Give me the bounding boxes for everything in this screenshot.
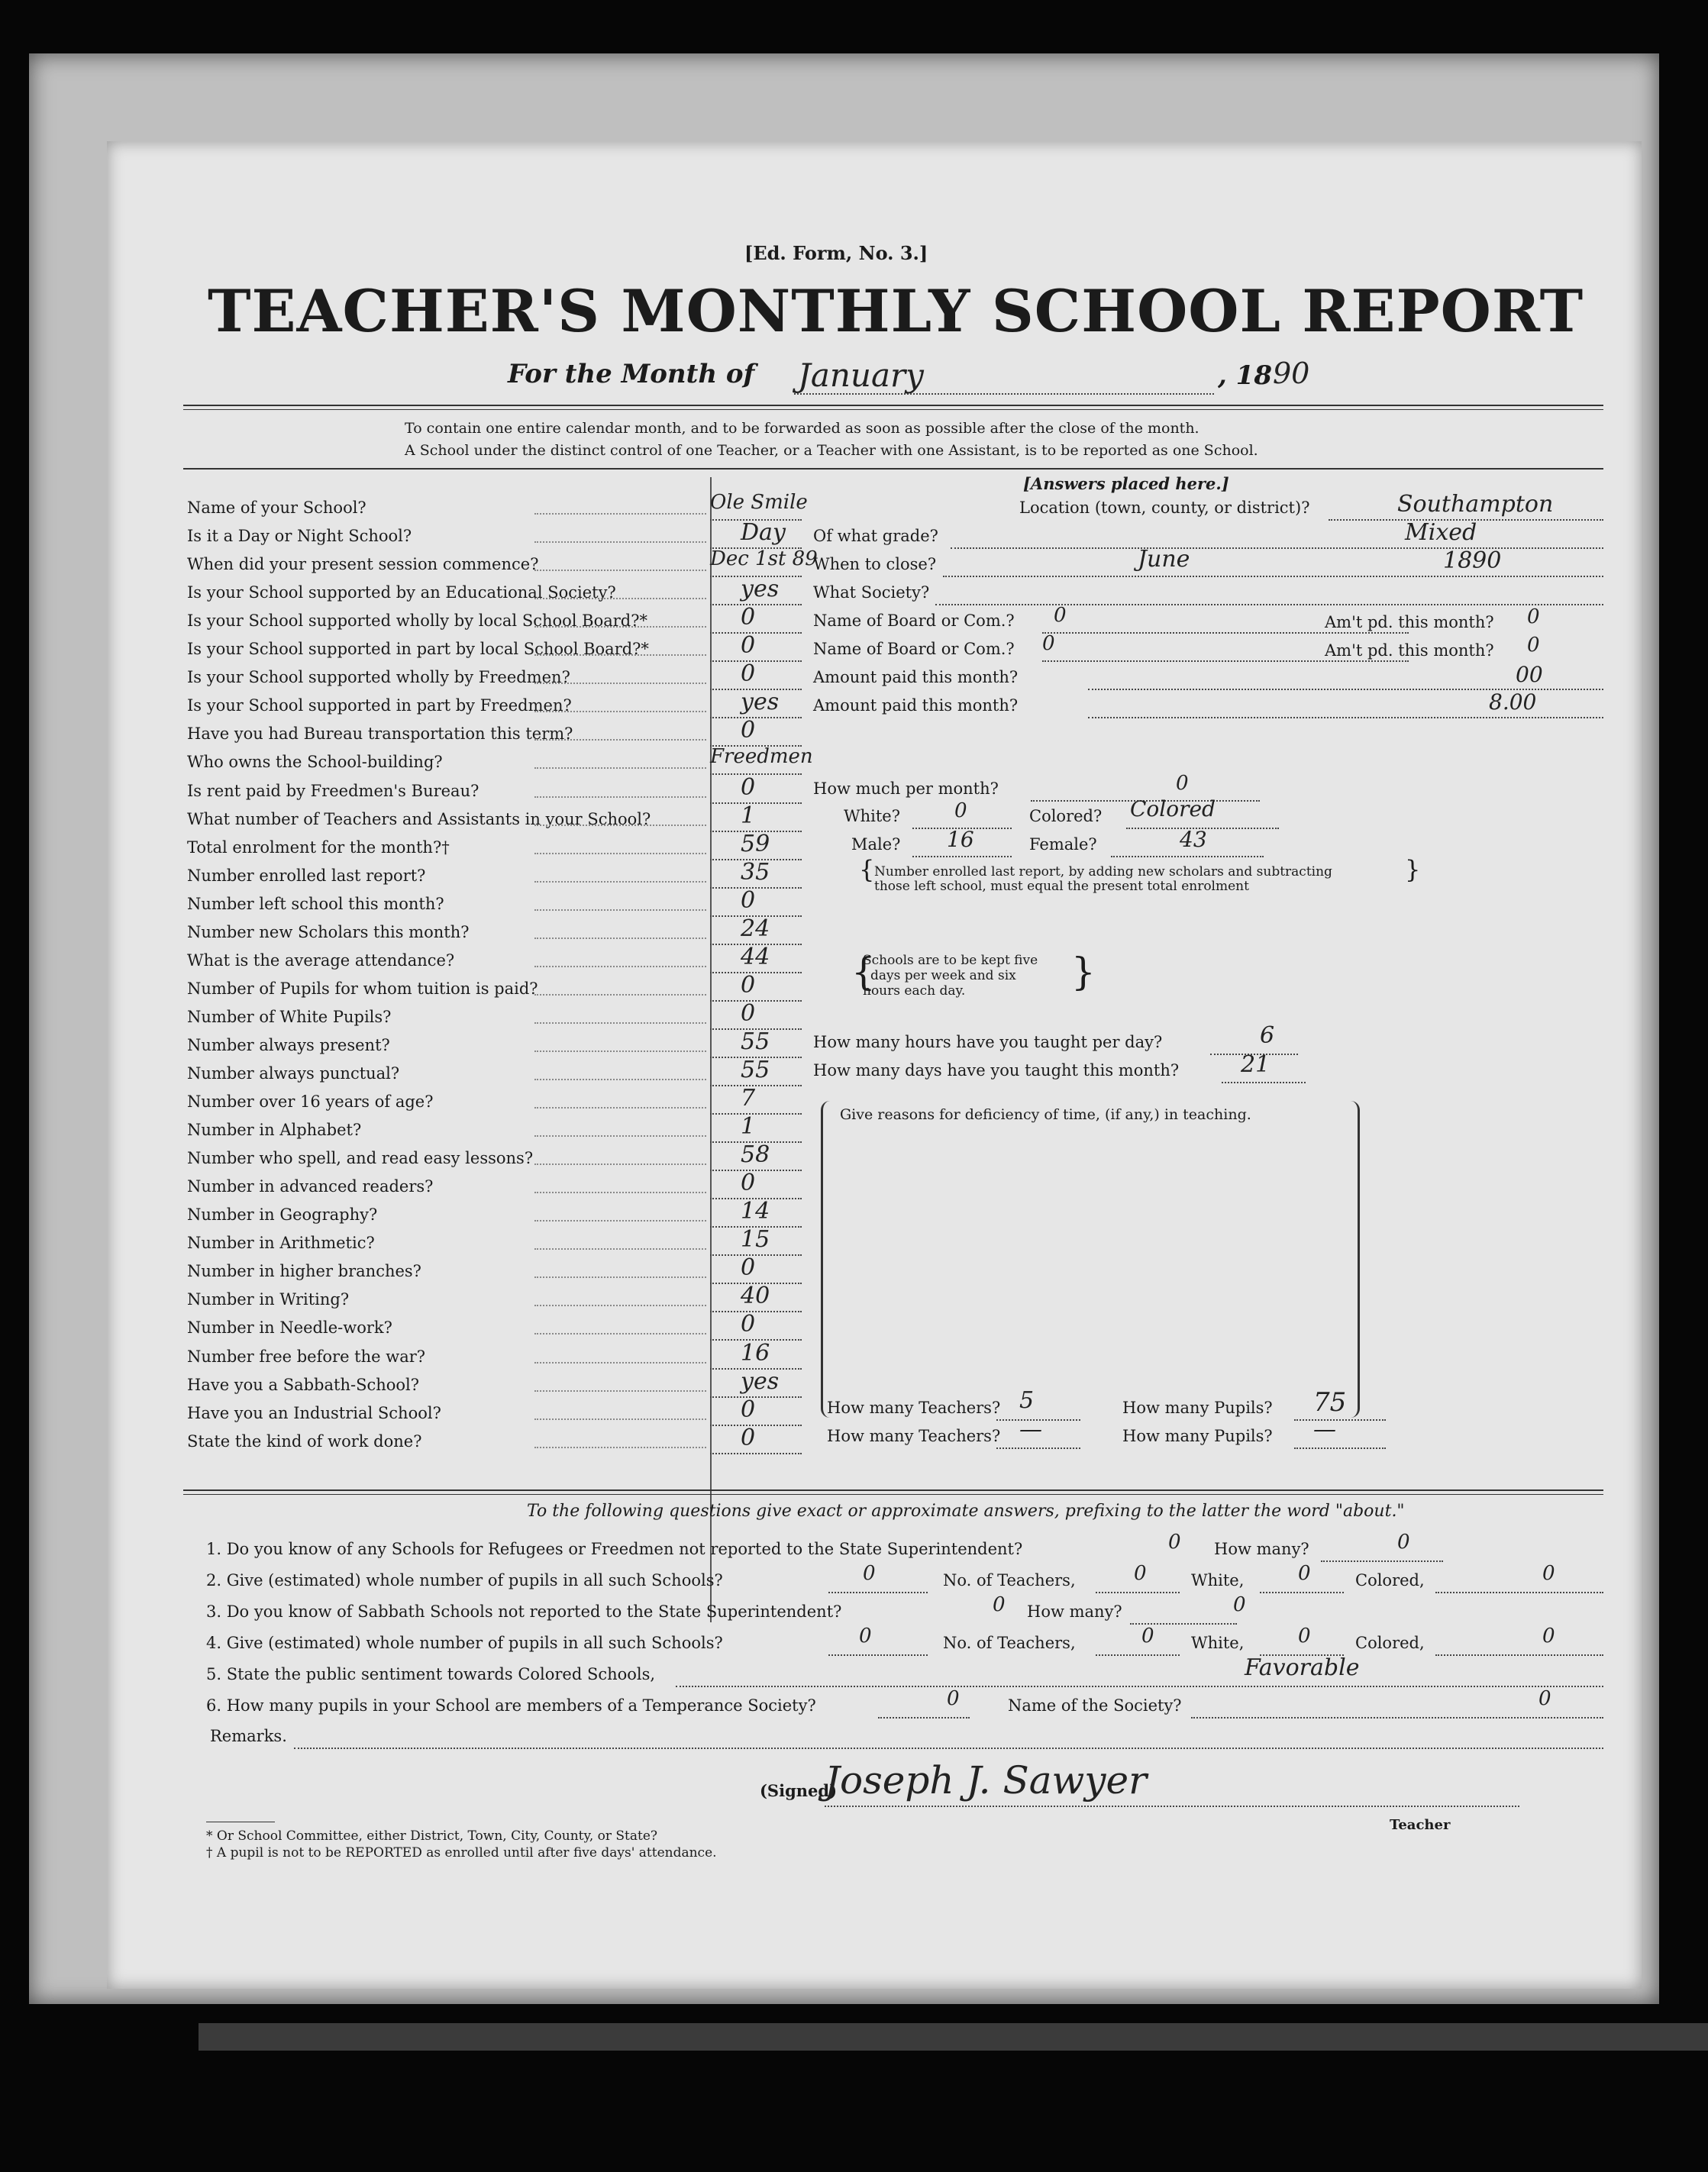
- left-row-leader: [534, 1163, 706, 1165]
- question-3: 3. Do you know of Sabbath Schools not reported to the State Superintendent?: [206, 1602, 842, 1621]
- left-row-label: Number in Needle-work?: [187, 1318, 392, 1337]
- left-row-value: 58: [741, 1141, 770, 1168]
- left-row-value: yes: [741, 1368, 780, 1395]
- question-2-line: [828, 1592, 928, 1593]
- left-row-value: 0: [741, 774, 756, 801]
- left-row-leader: [534, 881, 706, 883]
- left-row-line: [710, 604, 802, 605]
- question-1-howmany-line: [1321, 1560, 1443, 1562]
- left-row-value: 16: [741, 1340, 770, 1367]
- instruction-note-1: To contain one entire calendar month, and to be forwarded as soon as possible after the close of the month.: [405, 420, 1199, 437]
- left-row-line: [710, 1170, 802, 1171]
- left-row-value: 0: [741, 660, 756, 687]
- question-6: 6. How many pupils in your School are members of a Temperance Society?: [206, 1696, 816, 1715]
- left-row-leader: [534, 626, 706, 628]
- left-row-line: [710, 632, 802, 634]
- left-row-line: [710, 887, 802, 889]
- sabbath-teachers-value: 5: [1019, 1387, 1035, 1414]
- enrol-note-2: those left school, must equal the present total enrolment: [874, 879, 1249, 894]
- left-row-value: 55: [741, 1028, 770, 1055]
- left-row-leader: [534, 1248, 706, 1250]
- amt2-label: Am't pd. this month?: [1325, 641, 1494, 660]
- left-row-leader: [534, 853, 706, 854]
- schedule-brace-left: {: [851, 950, 876, 994]
- amt2-value: 0: [1527, 634, 1540, 657]
- question-4-teachers-value: 0: [1141, 1625, 1154, 1648]
- close-line: [943, 576, 1603, 577]
- left-row-leader: [534, 1220, 706, 1222]
- question-3-howmany-value: 0: [1233, 1593, 1246, 1616]
- industrial-pupils-value: —: [1313, 1416, 1336, 1443]
- grade-value: Mixed: [1405, 519, 1477, 546]
- left-row-value: 0: [741, 632, 756, 659]
- rent-label: How much per month?: [813, 779, 999, 798]
- deficiency-label: Give reasons for deficiency of time, (if any,) in teaching.: [840, 1106, 1251, 1123]
- question-2-colored-label: Colored,: [1355, 1571, 1425, 1589]
- left-row-value: 0: [741, 1396, 756, 1423]
- left-row-leader: [534, 570, 706, 571]
- left-row-line: [710, 717, 802, 718]
- white-value: 0: [954, 799, 967, 822]
- hours-label: How many hours have you taught per day?: [813, 1033, 1163, 1051]
- sabbath-teachers-label: How many Teachers?: [827, 1399, 1001, 1417]
- days-line: [1222, 1082, 1306, 1083]
- left-row-label: Total enrolment for the month?†: [187, 838, 450, 857]
- question-4-value: 0: [859, 1625, 872, 1648]
- left-row-value: 14: [741, 1198, 770, 1225]
- left-row-label: Is it a Day or Night School?: [187, 527, 412, 545]
- question-6-value: 0: [947, 1687, 960, 1710]
- questions-rule-top: [183, 1489, 1603, 1491]
- report-form: [107, 141, 1642, 1989]
- question-5-value: Favorable: [1245, 1654, 1360, 1681]
- remarks-line: [294, 1748, 1603, 1749]
- left-row-value: 40: [741, 1283, 770, 1309]
- left-row-label: Number left school this month?: [187, 895, 444, 913]
- left-row-label: Name of your School?: [187, 499, 366, 517]
- left-row-value: 0: [741, 604, 756, 631]
- left-row-label: Number in Alphabet?: [187, 1121, 362, 1139]
- left-row-value: yes: [741, 689, 780, 715]
- left-row-leader: [534, 966, 706, 967]
- left-row-leader: [534, 767, 706, 769]
- board2-line: [1042, 660, 1409, 662]
- left-row-line: [710, 1085, 802, 1086]
- board1-line: [1042, 632, 1409, 634]
- white-label: White?: [844, 807, 900, 825]
- question-2-colored-value: 0: [1542, 1562, 1555, 1585]
- left-row-label: When did your present session commence?: [187, 555, 539, 573]
- left-row-value: 24: [741, 915, 770, 942]
- question-4-line: [828, 1654, 928, 1656]
- left-row-value: 7: [741, 1085, 756, 1112]
- left-row-label: Is your School supported by an Educational Society?: [187, 583, 616, 602]
- question-3-howmany-label: How many?: [1027, 1602, 1122, 1621]
- page-title: TEACHER'S MONTHLY SCHOOL REPORT: [208, 277, 1584, 345]
- board1-value: 0: [1054, 604, 1067, 627]
- year-prefix: , 18: [1218, 360, 1272, 391]
- teacher-role: Teacher: [1390, 1817, 1451, 1833]
- signed-label: (Signed): [760, 1781, 838, 1800]
- schedule-brace-right: }: [1071, 950, 1096, 994]
- left-row-label: What is the average attendance?: [187, 951, 455, 970]
- industrial-teachers-line: [996, 1447, 1080, 1449]
- header-rule-bottom: [183, 409, 1603, 410]
- paid-part-label: Amount paid this month?: [813, 696, 1019, 715]
- location-label: Location (town, county, or district)?: [1019, 499, 1310, 517]
- signature-name: Joseph J. Sawyer: [825, 1758, 1148, 1802]
- left-row-label: Number in Arithmetic?: [187, 1234, 375, 1252]
- left-row-label: Number in Writing?: [187, 1290, 350, 1309]
- left-row-value: 0: [741, 1254, 756, 1281]
- amt1-label: Am't pd. this month?: [1325, 613, 1494, 631]
- grade-line: [951, 547, 1603, 549]
- left-row-label: Number of Pupils for whom tuition is paid?: [187, 979, 538, 998]
- left-row-value: 15: [741, 1226, 770, 1253]
- month-label: For the Month of: [508, 359, 755, 389]
- question-6-society-value: 0: [1538, 1687, 1551, 1710]
- shadow-strip: [199, 2023, 1708, 2051]
- left-row-value: 0: [741, 1000, 756, 1027]
- enrol-note-1: Number enrolled last report, by adding new scholars and subtracting: [874, 864, 1332, 879]
- left-row-value: Freedmen: [710, 745, 813, 768]
- hours-value: 6: [1260, 1022, 1275, 1049]
- amt1-value: 0: [1527, 605, 1540, 628]
- question-2-white-value: 0: [1298, 1562, 1311, 1585]
- board1-label: Name of Board or Com.?: [813, 612, 1015, 630]
- close-year: 1890: [1443, 547, 1502, 574]
- paid-part-value: 8.00: [1489, 689, 1537, 715]
- form-number: [Ed. Form, No. 3.]: [744, 242, 928, 264]
- colored-value: Colored: [1130, 796, 1216, 821]
- left-row-value: 0: [741, 887, 756, 914]
- schedule-note-3: hours each day.: [863, 983, 966, 999]
- question-4-colored-value: 0: [1542, 1625, 1555, 1648]
- footnote-2: † A pupil is not to be REPORTED as enrolled until after five days' attendance.: [206, 1845, 717, 1861]
- question-1-value: 0: [1168, 1531, 1181, 1554]
- left-row-leader: [534, 1276, 706, 1278]
- schedule-note-2: days per week and six: [870, 968, 1016, 983]
- question-4: 4. Give (estimated) whole number of pupils in all such Schools?: [206, 1634, 723, 1652]
- question-2-teachers-value: 0: [1134, 1562, 1147, 1585]
- left-row-line: [710, 1000, 802, 1002]
- year-value: 90: [1273, 357, 1310, 390]
- question-2-white-line: [1260, 1592, 1344, 1593]
- industrial-teachers-value: —: [1019, 1416, 1042, 1443]
- left-row-leader: [534, 1305, 706, 1306]
- left-row-leader: [534, 1107, 706, 1109]
- section-rule: [183, 468, 1603, 470]
- left-row-leader: [534, 1418, 706, 1420]
- question-2-value: 0: [863, 1562, 876, 1585]
- question-4-teachers-label: No. of Teachers,: [943, 1634, 1076, 1652]
- left-row-line: [710, 1425, 802, 1426]
- column-divider: [710, 477, 712, 1622]
- left-row-value: 0: [741, 1311, 756, 1338]
- left-row-leader: [534, 1022, 706, 1024]
- left-row-leader: [534, 1362, 706, 1364]
- days-value: 21: [1241, 1051, 1271, 1078]
- left-row-label: Is your School supported in part by local School Board?*: [187, 640, 649, 658]
- left-row-leader: [534, 711, 706, 712]
- sabbath-pupils-value: 75: [1313, 1387, 1347, 1418]
- question-4-colored-line: [1435, 1654, 1603, 1656]
- paid-part-line: [1088, 717, 1603, 718]
- left-row-leader: [534, 1447, 706, 1448]
- left-row-label: Have you an Industrial School?: [187, 1404, 441, 1422]
- left-row-line: [710, 660, 802, 662]
- header-rule-top: [183, 405, 1603, 406]
- deficiency-box: [821, 1101, 1360, 1418]
- left-row-leader: [534, 1079, 706, 1080]
- sabbath-pupils-label: How many Pupils?: [1122, 1399, 1273, 1417]
- left-row-label: Number in Geography?: [187, 1205, 378, 1224]
- left-row-leader: [534, 739, 706, 741]
- paid-wholly-value: 00: [1516, 662, 1543, 687]
- colored-label: Colored?: [1029, 807, 1103, 825]
- left-row-leader: [534, 994, 706, 996]
- close-label: When to close?: [813, 555, 937, 573]
- left-row-label: Number over 16 years of age?: [187, 1092, 434, 1111]
- society-label: What Society?: [813, 583, 930, 602]
- left-row-label: Is your School supported wholly by Freedmen?: [187, 668, 570, 686]
- left-row-label: What number of Teachers and Assistants in your School?: [187, 810, 651, 828]
- rent-value: 0: [1176, 772, 1189, 795]
- close-value: June: [1138, 546, 1190, 573]
- question-2-teachers-label: No. of Teachers,: [943, 1571, 1076, 1589]
- left-row-leader: [534, 1135, 706, 1137]
- left-row-leader: [534, 598, 706, 599]
- left-row-label: Is rent paid by Freedmen's Bureau?: [187, 782, 479, 800]
- question-5-line: [676, 1686, 1603, 1687]
- question-1-howmany-value: 0: [1397, 1531, 1410, 1554]
- instruction-note-2: A School under the distinct control of one Teacher, or a Teacher with one Assistant, is to be reported as one School.: [405, 442, 1258, 459]
- question-2-colored-line: [1435, 1592, 1603, 1593]
- left-row-label: Number who spell, and read easy lessons?: [187, 1149, 534, 1167]
- month-value: January: [798, 357, 924, 394]
- questions-rule-bottom: [183, 1494, 1603, 1495]
- enrol-brace-right: }: [1405, 855, 1421, 884]
- left-row-value: yes: [741, 576, 780, 602]
- left-row-value: 35: [741, 859, 770, 886]
- question-6-society-line: [1191, 1717, 1603, 1719]
- left-row-value: Ole Smile: [710, 491, 808, 514]
- question-3-value: 0: [993, 1593, 1006, 1616]
- question-2: 2. Give (estimated) whole number of pupils in all such Schools?: [206, 1571, 723, 1589]
- left-row-value: 0: [741, 972, 756, 999]
- left-row-label: Is your School supported wholly by local School Board?*: [187, 612, 648, 630]
- sabbath-pupils-line: [1294, 1419, 1386, 1421]
- left-row-leader: [534, 825, 706, 826]
- left-row-label: Is your School supported in part by Freedmen?: [187, 696, 572, 715]
- left-row-line: [710, 773, 802, 775]
- left-row-label: Number new Scholars this month?: [187, 923, 470, 941]
- left-row-label: State the kind of work done?: [187, 1432, 422, 1451]
- question-1-howmany-label: How many?: [1214, 1540, 1309, 1558]
- question-6-line: [878, 1717, 970, 1719]
- left-row-label: Number free before the war?: [187, 1347, 426, 1366]
- left-row-leader: [534, 513, 706, 515]
- enrol-brace-left: {: [859, 855, 875, 884]
- grade-label: Of what grade?: [813, 527, 938, 545]
- footnote-1: * Or School Committee, either District, Town, City, County, or State?: [206, 1828, 658, 1844]
- paid-wholly-label: Amount paid this month?: [813, 668, 1019, 686]
- society-line: [935, 604, 1603, 605]
- board2-label: Name of Board or Com.?: [813, 640, 1015, 658]
- left-row-line: [710, 1453, 802, 1454]
- question-4-teachers-line: [1096, 1654, 1180, 1656]
- left-row-value: Day: [741, 519, 786, 546]
- signature-line: [825, 1806, 1519, 1807]
- left-row-leader: [534, 1390, 706, 1392]
- question-2-white-label: White,: [1191, 1571, 1245, 1589]
- industrial-teachers-label: How many Teachers?: [827, 1427, 1001, 1445]
- left-row-line: [710, 1311, 802, 1312]
- left-row-value: 59: [741, 831, 770, 857]
- left-row-label: Number always punctual?: [187, 1064, 400, 1083]
- question-1: 1. Do you know of any Schools for Refugees or Freedmen not reported to the State Superintendent?: [206, 1540, 1023, 1558]
- industrial-pupils-line: [1294, 1447, 1386, 1449]
- left-row-label: Number of White Pupils?: [187, 1008, 392, 1026]
- question-2-teachers-line: [1096, 1592, 1180, 1593]
- left-row-value: 55: [741, 1057, 770, 1083]
- left-row-leader: [534, 683, 706, 684]
- questions-intro: To the following questions give exact or approximate answers, prefixing to the latter the word "about.": [527, 1502, 1405, 1521]
- female-label: Female?: [1029, 835, 1097, 854]
- left-row-label: Who owns the School-building?: [187, 753, 443, 771]
- left-row-value: Dec 1st 89: [710, 547, 818, 570]
- left-row-label: Number always present?: [187, 1036, 390, 1054]
- left-row-value: 1: [741, 802, 756, 829]
- question-6-society-label: Name of the Society?: [1008, 1696, 1182, 1715]
- days-label: How many days have you taught this month?: [813, 1061, 1180, 1080]
- left-row-line: [710, 1113, 802, 1115]
- left-row-leader: [534, 796, 706, 798]
- left-row-line: [710, 1396, 802, 1398]
- left-row-leader: [534, 654, 706, 656]
- female-value: 43: [1180, 827, 1207, 852]
- left-row-leader: [534, 938, 706, 939]
- remarks-label: Remarks.: [210, 1727, 287, 1745]
- board2-value: 0: [1042, 632, 1055, 655]
- question-5: 5. State the public sentiment towards Colored Schools,: [206, 1665, 656, 1683]
- male-line: [912, 856, 1012, 857]
- left-row-label: Have you a Sabbath-School?: [187, 1376, 420, 1394]
- question-4-colored-label: Colored,: [1355, 1634, 1425, 1652]
- left-row-leader: [534, 1192, 706, 1193]
- left-row-leader: [534, 541, 706, 543]
- left-row-leader: [534, 1050, 706, 1052]
- left-row-label: Number enrolled last report?: [187, 867, 426, 885]
- left-row-line: [710, 802, 802, 804]
- left-row-line: [710, 972, 802, 973]
- left-row-label: Have you had Bureau transportation this term?: [187, 725, 573, 743]
- left-row-label: Number in advanced readers?: [187, 1177, 434, 1196]
- question-4-white-label: White,: [1191, 1634, 1245, 1652]
- left-row-value: 1: [741, 1113, 756, 1140]
- left-row-value: 0: [741, 717, 756, 744]
- male-value: 16: [947, 827, 974, 852]
- answers-placed-here: [Answers placed here.]: [1023, 474, 1229, 493]
- female-line: [1111, 856, 1264, 857]
- industrial-pupils-label: How many Pupils?: [1122, 1427, 1273, 1445]
- question-4-white-value: 0: [1298, 1625, 1311, 1648]
- left-row-leader: [534, 1333, 706, 1335]
- male-label: Male?: [851, 835, 901, 854]
- left-row-leader: [534, 909, 706, 911]
- location-value: Southampton: [1397, 491, 1554, 518]
- left-row-line: [710, 1254, 802, 1256]
- schedule-note-1: Schools are to be kept five: [863, 953, 1038, 968]
- left-row-label: Number in higher branches?: [187, 1262, 421, 1280]
- left-row-value: 0: [741, 1425, 756, 1451]
- left-row-value: 44: [741, 944, 770, 970]
- left-row-value: 0: [741, 1170, 756, 1196]
